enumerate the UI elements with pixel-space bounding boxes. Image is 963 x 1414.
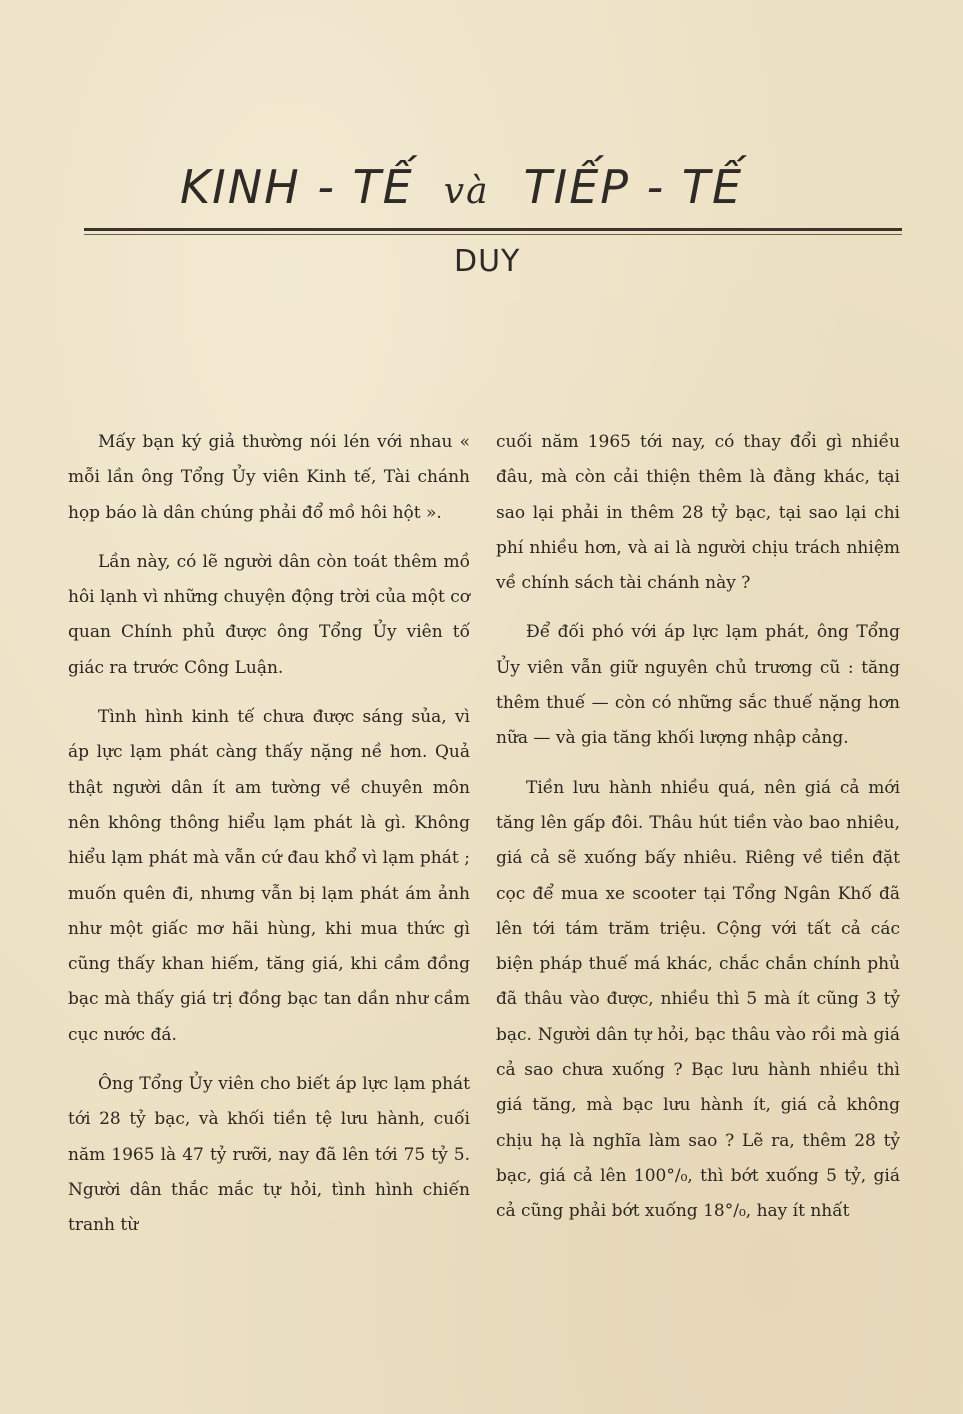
title-rule [84, 228, 902, 231]
paragraph: Tiền lưu hành nhiều quá, nên giá cả mới tăng lên gấp đôi. Thâu hút tiền vào bao nhiêu, giá cả sẽ xuống bấy nhiêu. Riêng về tiền đặt cọc để mua xe scooter tại Tổng Ngân Khố đã lên tới tám trăm triệu. Cộng với tất cả các biện pháp thuế má khác, chắc chắn chính phủ đã thâu vào được, nhiều thì 5 mà ít cũng 3 tỷ bạc. Người dân tự hỏi, bạc thâu vào rồi mà giá cả sao chưa xuống ? Bạc lưu hành nhiều thì giá tăng, mà bạc lưu hành ít, giá cả không chịu hạ là nghĩa làm sao ? Lẽ ra, thêm 28 tỷ bạc, giá cả lên 100°/₀, thì bớt xuống 5 tỷ, giá cả cũng phải bớt xuống 18°/₀, hay ít nhất [496, 777, 900, 1222]
title-part-kinh-te: KINH - TẾ [180, 160, 414, 214]
paragraph: Ông Tổng Ủy viên cho biết áp lực lạm phát tới 28 tỷ bạc, và khối tiền tệ lưu hành, cuối năm 1965 là 47 tỷ rưỡi, nay đã lên tới 75 tỷ 5. Người dân thắc mắc tự hỏi, tình hình chiến tranh từ [68, 1074, 470, 1236]
paragraph: Lần này, có lẽ người dân còn toát thêm mồ hôi lạnh vì những chuyện động trời của một cơ quan Chính phủ được ông Tổng Ủy viên tố giác ra trước Công Luận. [68, 551, 470, 678]
author-byline: DUY [454, 244, 521, 279]
left-column [68, 425, 470, 1258]
title-rule-thin [84, 234, 902, 235]
right-column [496, 425, 900, 1244]
paragraph: Để đối phó với áp lực lạm phát, ông Tổng Ủy viên vẫn giữ nguyên chủ trương cũ : tăng thêm thuế — còn có những sắc thuế nặng hơn nữa — và gia tăng khối lượng nhập cảng. [496, 622, 900, 749]
title-conjunction: và [443, 171, 490, 212]
paragraph: Mấy bạn ký giả thường nói lén với nhau « mỗi lần ông Tổng Ủy viên Kinh tế, Tài chánh họp báo là dân chúng phải đổ mồ hôi hột ». [68, 432, 470, 523]
title-part-tiep-te: TIẾP - TẾ [523, 160, 744, 214]
paragraph: Tình hình kinh tế chưa được sáng sủa, vì áp lực lạm phát càng thấy nặng nề hơn. Quả thật người dân ít am tường về chuyên môn nên không thông hiểu lạm phát là gì. Không hiểu lạm phát mà vẫn cứ đau khổ vì lạm phát ; muốn quên đi, nhưng vẫn bị lạm phát ám ảnh như một giấc mơ hãi hùng, khi mua thức gì cũng thấy khan hiếm, tăng giá, khi cầm đồng bạc mà thấy giá trị đồng bạc tan dần như cầm cục nước đá. [68, 707, 470, 1045]
article-title [180, 160, 820, 214]
paragraph-continued: cuối năm 1965 tới nay, có thay đổi gì nhiều đâu, mà còn cải thiện thêm là đằng khác, tại sao lại phải in thêm 28 tỷ bạc, tại sao lại chi phí nhiều hơn, và ai là người chịu trách nhiệm về chính sách tài chánh này ? [496, 432, 900, 594]
